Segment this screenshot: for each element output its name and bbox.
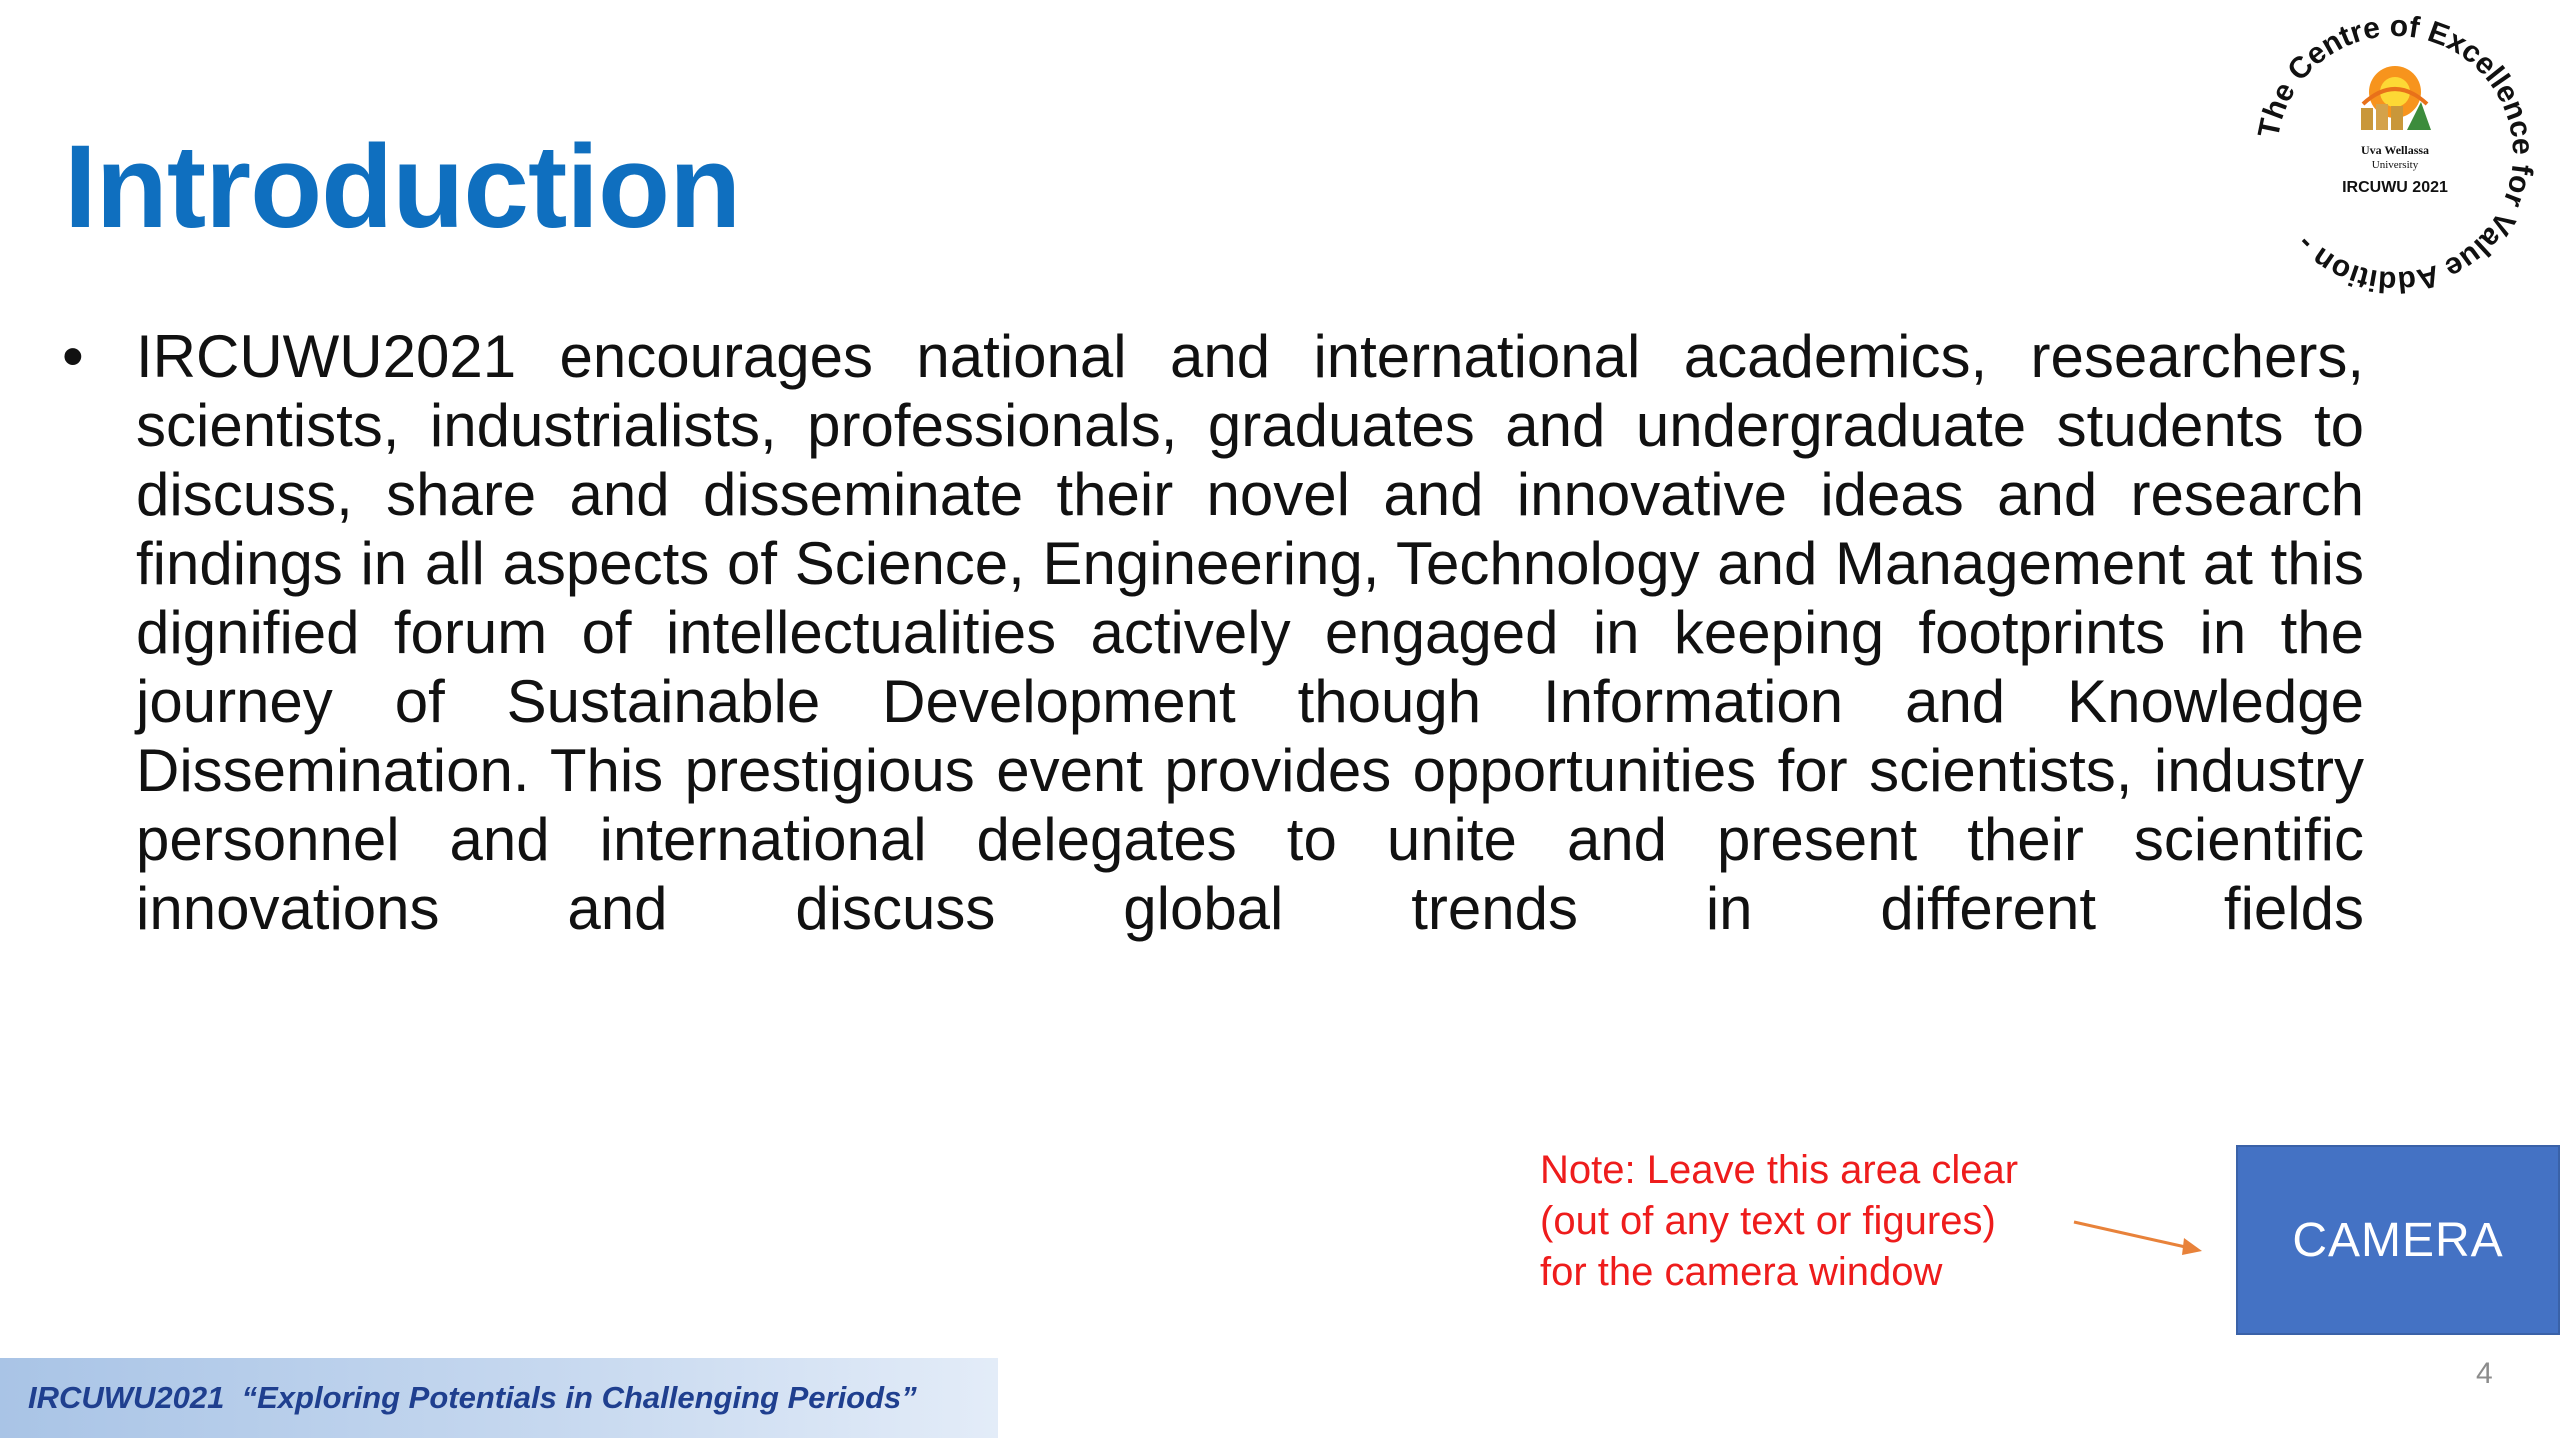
slide-content bbox=[62, 322, 2364, 943]
logo-ring-text: The Centre of Excellence for Value Addition - bbox=[2252, 9, 2540, 299]
note-line: (out of any text or figures) bbox=[1540, 1199, 1996, 1243]
camera-placeholder bbox=[2236, 1145, 2560, 1335]
bullet-icon: • bbox=[62, 322, 84, 391]
arrow-icon bbox=[2070, 1210, 2210, 1260]
page-number: 4 bbox=[2476, 1357, 2493, 1390]
logo-event: IRCUWU 2021 bbox=[2342, 179, 2448, 196]
logo-university-line2: University bbox=[2371, 159, 2419, 171]
logo-university: Uva Wellassa bbox=[2360, 143, 2430, 157]
camera-note bbox=[1540, 1145, 2018, 1298]
note-line: for the camera window bbox=[1540, 1250, 1943, 1294]
footer-text: IRCUWU2021 “Exploring Potentials in Challenging Periods” bbox=[28, 1380, 917, 1415]
logo-graphic bbox=[2245, 4, 2545, 304]
bullet-text: IRCUWU2021 encourages national and international academics, researchers, scientists, industrialists, professionals, graduates and undergraduate students to discuss, share and disseminate their novel and innovative ideas and research findings in all aspects of Science, Engineering, Technology and Management at this dignified forum of intellectualities actively engaged in keeping footprints in the journey of Sustainable Development though Information and Knowledge Dissemination. This prestigious event provides opportunities for scientists, industry personnel and international delegates to unite and present their scientific innovations and discuss global trends in different fields bbox=[136, 323, 2364, 942]
bullet-item bbox=[62, 322, 2364, 943]
note-line: Note: Leave this area clear bbox=[1540, 1148, 2019, 1192]
footer-banner bbox=[0, 1358, 998, 1438]
conference-logo bbox=[2245, 4, 2545, 304]
camera-label: CAMERA bbox=[2292, 1213, 2504, 1267]
slide-title: Introduction bbox=[64, 121, 741, 253]
